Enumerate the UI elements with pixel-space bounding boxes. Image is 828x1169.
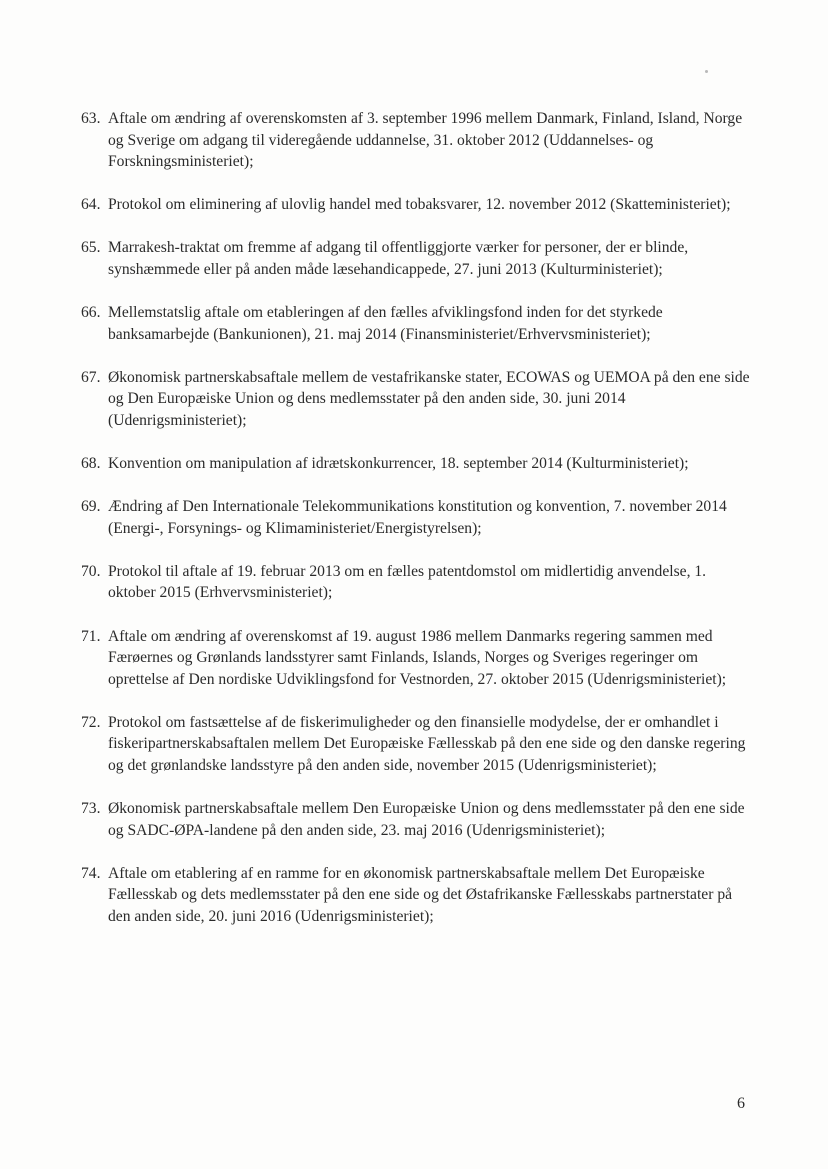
list-item [81, 108, 751, 173]
list-item [81, 194, 751, 216]
item-text: Protokol om fastsættelse af de fiskerimuligheder og den finansielle modydelse, der er omhandlet i fiskeripartnerskabsaftalen mellem Det Europæiske Fællesskab på den ene side og den danske regering og det grønlandske landsstyre på den anden side, november 2015 (Udenrigsministeriet); [108, 713, 746, 774]
item-number: 73. [81, 800, 101, 818]
item-text: Økonomisk partnerskabsaftale mellem de vestafrikanske stater, ECOWAS og UEMOA på den ene side og Den Europæiske Union og dens medlemsstater på den anden side, 30. juni 2014 (Udenrigsministeriet); [108, 368, 750, 429]
item-text: Konvention om manipulation af idrætskonkurrencer, 18. september 2014 (Kulturministeriet); [108, 455, 689, 473]
item-number: 69. [81, 498, 101, 516]
list-item [81, 496, 751, 539]
list-item [81, 626, 751, 691]
list-item [81, 453, 751, 475]
item-number: 63. [81, 110, 101, 127]
item-number: 74. [81, 864, 101, 882]
agreement-list [81, 108, 751, 949]
scan-speck [705, 70, 708, 73]
item-text: Aftale om etablering af en ramme for en økonomisk partnerskabsaftale mellem Det Europæiske Fællesskab og dets medlemsstater på den ene side og det Østafrikanske Fællesskabs partnerstater på den anden side, 20. juni 2016 (Udenrigsministeriet); [108, 864, 733, 925]
list-item [81, 712, 751, 777]
item-text: Aftale om ændring af overenskomst af 19. august 1986 mellem Danmarks regering sammen med Færøernes og Grønlands landsstyrer samt Finlands, Islands, Norges og Sveriges regeringer om oprettelse af Den nordiske Udviklingsfond for Vestnorden, 27. oktober 2015 (Udenrigsministeriet); [108, 627, 727, 688]
list-item [81, 798, 751, 841]
page-number: 6 [737, 1095, 745, 1112]
item-number: 70. [81, 562, 101, 580]
item-number: 65. [81, 239, 101, 257]
item-text: Aftale om ændring af overenskomsten af 3. september 1996 mellem Danmark, Finland, Island, Norge og Sverige om adgang til videregående uddannelse, 31. oktober 2012 (Uddannelses- og Forskningsministeriet); [108, 110, 743, 171]
item-text: Protokol til aftale af 19. februar 2013 om en fælles patentdomstol om midlertidig anvendelse, 1. oktober 2015 (Erhvervsministeriet); [108, 562, 707, 602]
list-item [81, 561, 751, 604]
item-text: Økonomisk partnerskabsaftale mellem Den Europæiske Union og dens medlemsstater på den ene side og SADC-ØPA-landene på den anden side, 23. maj 2016 (Udenrigsministeriet); [108, 800, 745, 839]
item-text: Ændring af Den Internationale Telekommunikations konstitution og konvention, 7. november 2014 (Energi-, Forsynings- og Klimaministeriet/Energistyrelsen); [108, 498, 727, 537]
item-number: 66. [81, 304, 101, 322]
item-number: 72. [81, 713, 101, 731]
item-text: Mellemstatslig aftale om etableringen af den fælles afviklingsfond inden for det styrkede banksamarbejde (Bankunionen), 21. maj 2014 (Finansministeriet/Erhvervsministeriet); [108, 304, 663, 343]
item-number: 71. [81, 627, 101, 645]
item-number: 68. [81, 455, 101, 473]
item-number: 67. [81, 368, 101, 386]
list-item [81, 863, 751, 928]
list-item [81, 302, 751, 345]
list-item [81, 367, 751, 432]
item-text: Protokol om eliminering af ulovlig handel med tobaksvarer, 12. november 2012 (Skatteministeriet); [108, 196, 731, 214]
item-number: 64. [81, 196, 101, 214]
item-text: Marrakesh-traktat om fremme af adgang til offentliggjorte værker for personer, der er blinde, synshæmmede eller på anden måde læsehandicappede, 27. juni 2013 (Kulturministeriet); [108, 239, 689, 278]
list-item [81, 237, 751, 280]
